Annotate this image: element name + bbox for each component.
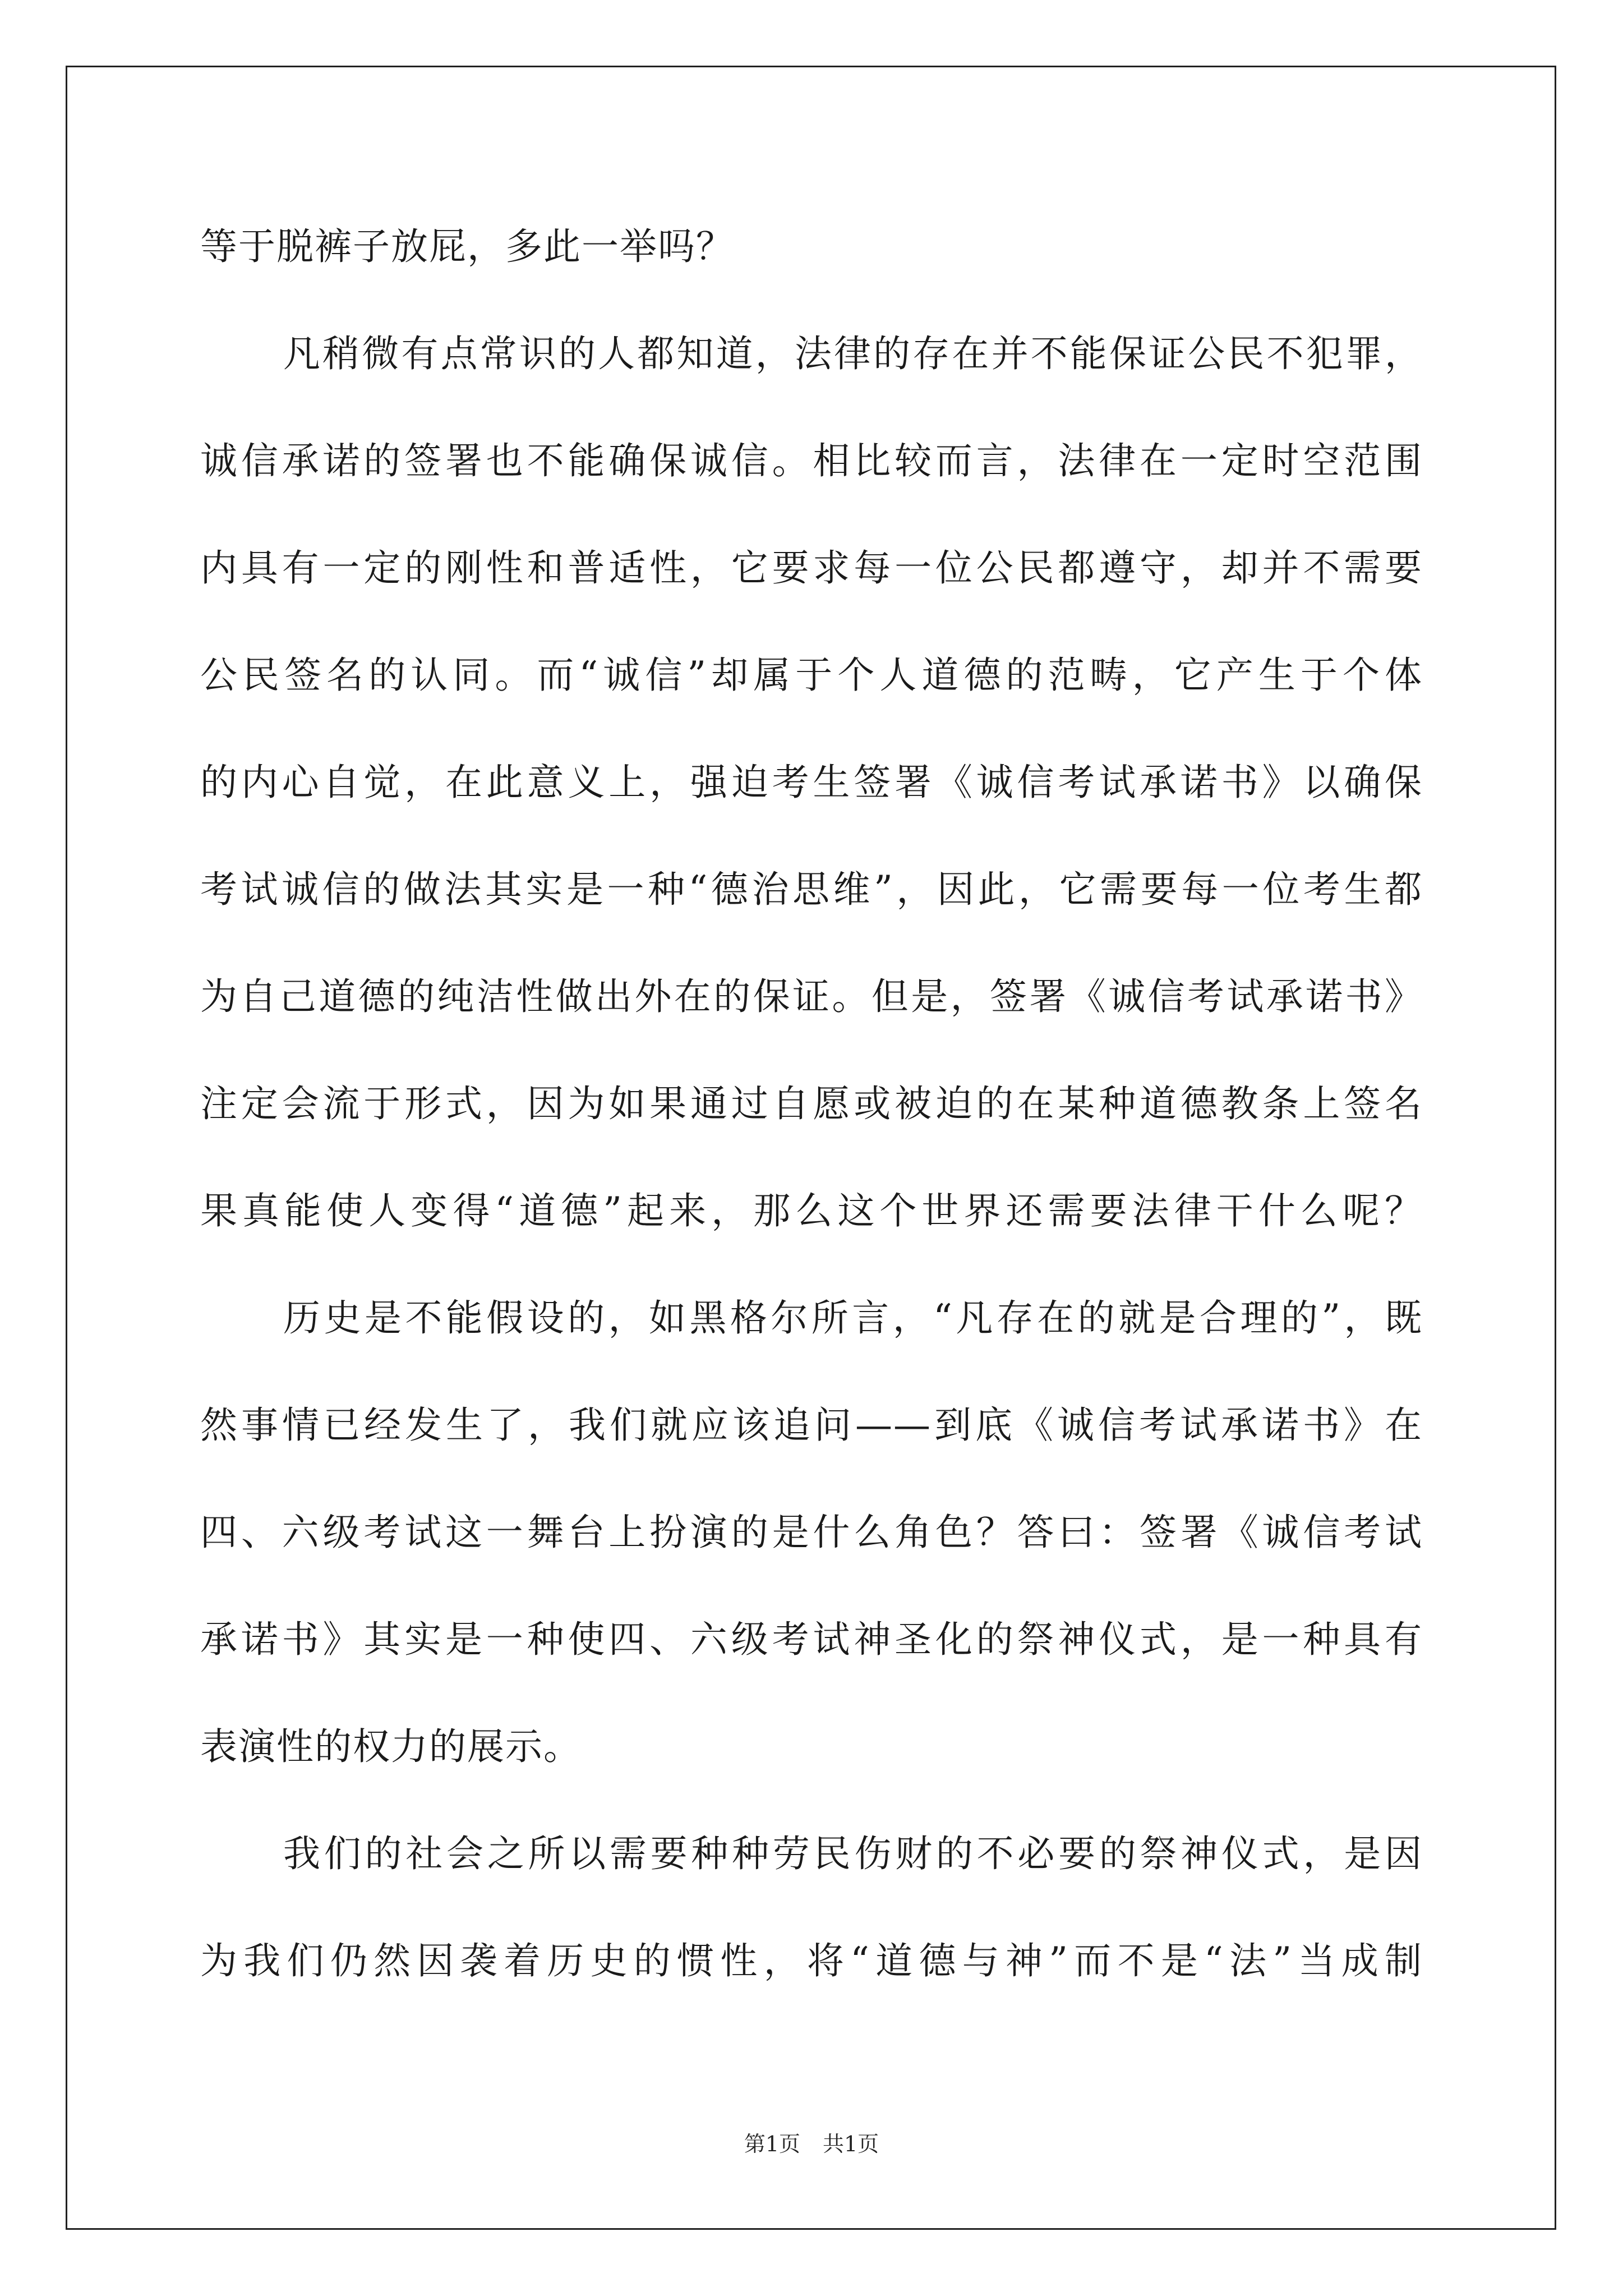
text-line-2: 凡稍微有点常识的人都知道，法律的存在并不能保证公民不犯罪， bbox=[283, 332, 1423, 375]
text-line-4: 内具有一定的刚性和普适性，它要求每一位公民都遵守，却并不需要 bbox=[200, 546, 1423, 590]
text-line-3: 诚信承诺的签署也不能确保诚信。相比较而言，法律在一定时空范围 bbox=[200, 439, 1423, 482]
text-line-10: 果真能使人变得“道德”起来，那么这个世界还需要法律干什么呢？ bbox=[200, 1189, 1423, 1232]
text-line-15: 表演性的权力的展示。 bbox=[200, 1725, 582, 1768]
text-line-6: 的内心自觉，在此意义上，强迫考生签署《诚信考试承诺书》以确保 bbox=[200, 761, 1423, 804]
text-line-5: 公民签名的认同。而“诚信”却属于个人道德的范畴，它产生于个体 bbox=[200, 654, 1423, 697]
text-line-8: 为自己道德的纯洁性做出外在的保证。但是，签署《诚信考试承诺书》 bbox=[200, 975, 1423, 1018]
text-line-1: 等于脱裤子放屁，多此一举吗？ bbox=[200, 225, 734, 268]
page-total: 共1页 bbox=[823, 2132, 879, 2156]
page-border bbox=[66, 66, 1556, 2230]
text-line-17: 为我们仍然因袭着历史的惯性，将“道德与神”而不是“法”当成制 bbox=[200, 1939, 1423, 1982]
page-footer bbox=[0, 2131, 1623, 2157]
text-line-11: 历史是不能假设的，如黑格尔所言，“凡存在的就是合理的”，既 bbox=[283, 1296, 1423, 1340]
text-line-13: 四、六级考试这一舞台上扮演的是什么角色？答曰：签署《诚信考试 bbox=[200, 1511, 1423, 1554]
page-number: 第1页 bbox=[744, 2132, 800, 2156]
text-line-7: 考试诚信的做法其实是一种“德治思维”，因此，它需要每一位考生都 bbox=[200, 868, 1423, 911]
text-line-16: 我们的社会之所以需要种种劳民伤财的不必要的祭神仪式，是因 bbox=[283, 1832, 1423, 1875]
text-line-14: 承诺书》其实是一种使四、六级考试神圣化的祭神仪式，是一种具有 bbox=[200, 1618, 1423, 1661]
text-line-9: 注定会流于形式，因为如果通过自愿或被迫的在某种道德教条上签名 bbox=[200, 1082, 1423, 1125]
text-line-12: 然事情已经发生了，我们就应该追问——到底《诚信考试承诺书》在 bbox=[200, 1404, 1423, 1447]
